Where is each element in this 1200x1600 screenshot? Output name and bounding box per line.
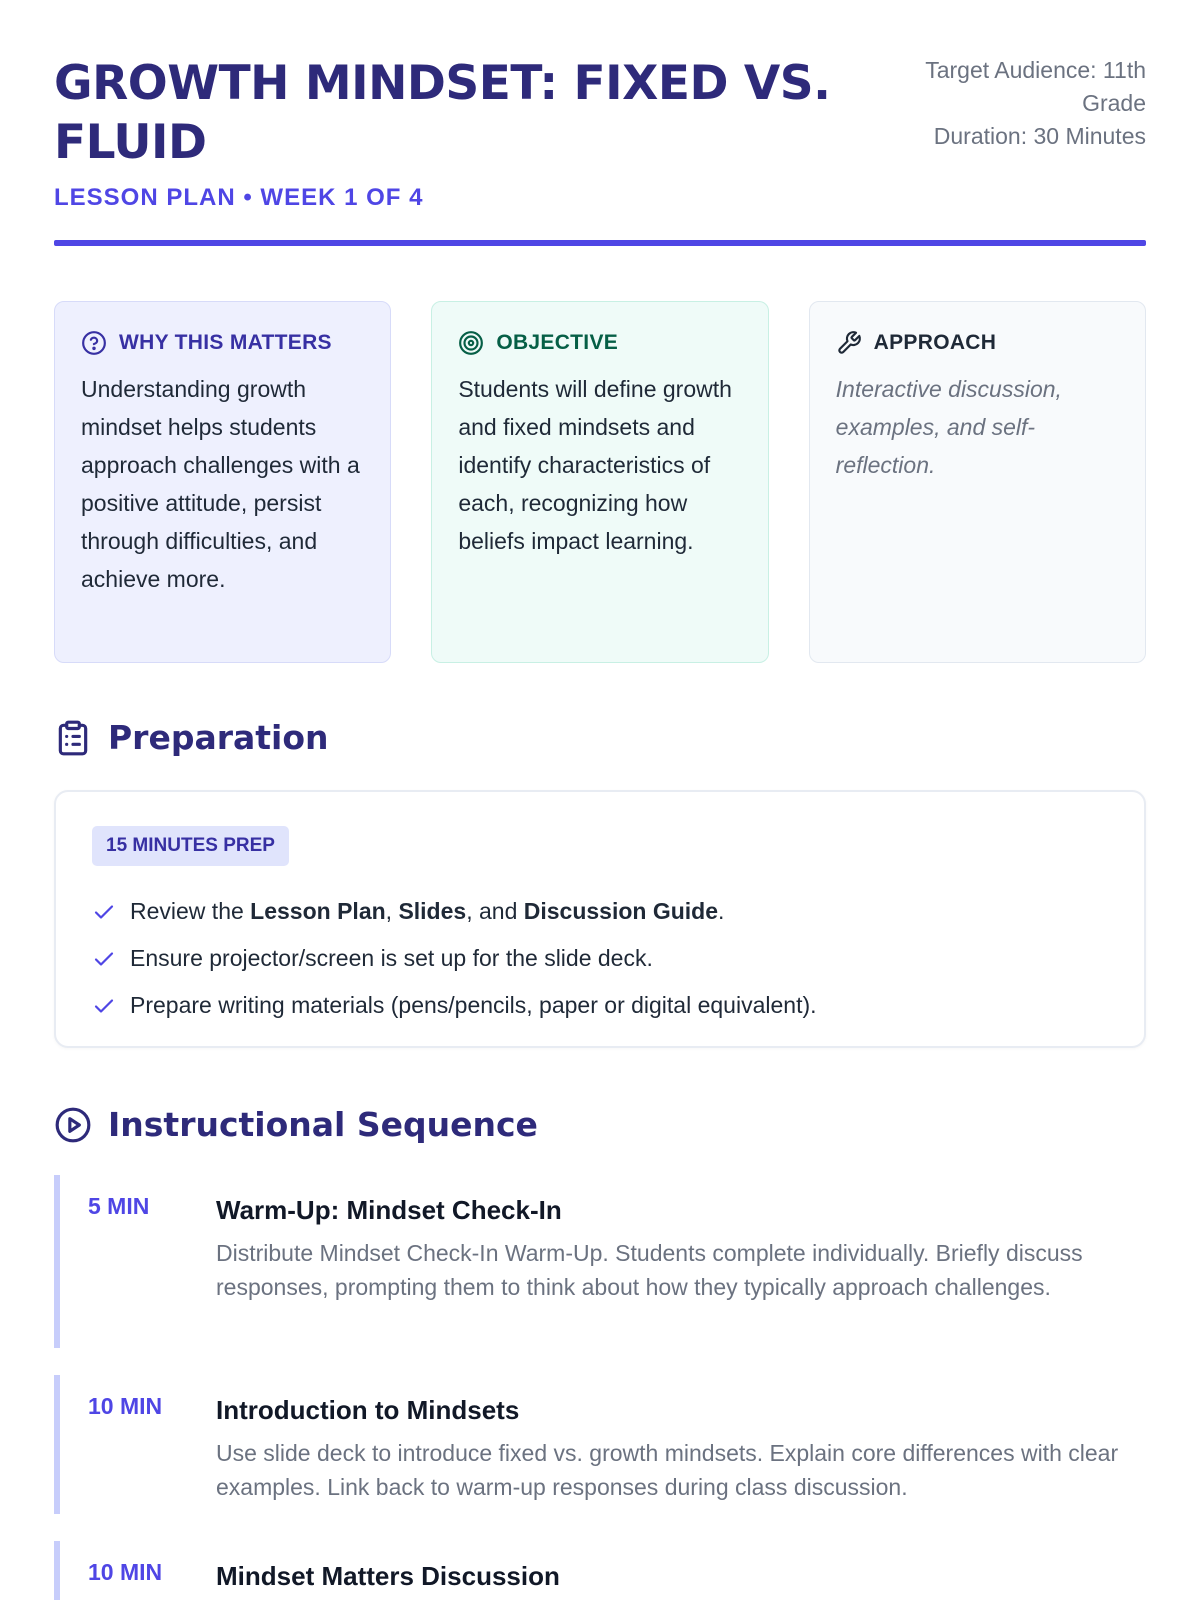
card-body: Students will define growth and fixed mindsets and identify characteristics of each, recognizing how beliefs impact learning.	[458, 376, 732, 554]
step-time: 5 MIN	[88, 1193, 150, 1219]
prep-time-badge: 15 MINUTES PREP	[92, 826, 289, 866]
approach-card	[809, 301, 1146, 663]
preparation-box	[54, 790, 1146, 1048]
list-item-text: Prepare writing materials (pens/pencils, paper or digital equivalent).	[130, 992, 817, 1018]
list-item-text	[130, 888, 724, 935]
card-header	[836, 330, 1119, 356]
card-title: OBJECTIVE	[496, 331, 619, 354]
step-title: Warm-Up: Mindset Check-In	[216, 1195, 562, 1225]
step-time: 10 MIN	[88, 1393, 163, 1419]
list-item	[92, 982, 1108, 1029]
overview-cards	[54, 301, 1146, 663]
step-introduction	[54, 1375, 1146, 1514]
step-body	[216, 1175, 1146, 1348]
target-icon	[458, 330, 484, 356]
lesson-meta	[886, 54, 1146, 153]
step-description: Use slide deck to introduce fixed vs. growth mindsets. Explain core differences with clear examples. Link back to warm-up responses during class discussion.	[216, 1440, 1119, 1500]
list-item	[92, 935, 1108, 982]
text: .	[718, 898, 725, 924]
list-item-text: Ensure projector/screen is set up for the slide deck.	[130, 945, 653, 971]
why-this-matters-card	[54, 301, 391, 663]
list-item	[92, 888, 1108, 935]
text: ,	[385, 898, 399, 924]
step-body	[216, 1541, 1146, 1600]
slides-label: Slides	[398, 898, 467, 924]
step-time: 10 MIN	[88, 1559, 163, 1585]
section-title: Instructional Sequence	[108, 1105, 538, 1144]
text: Review the	[130, 898, 251, 924]
page-title: GROWTH MINDSET: FIXED VS. FLUID	[54, 56, 831, 170]
card-title: WHY THIS MATTERS	[119, 331, 332, 354]
text: , and	[466, 898, 524, 924]
sequence-steps	[54, 1175, 1146, 1600]
check-icon	[92, 947, 116, 971]
clipboard-icon	[54, 719, 92, 757]
step-description: Distribute Mindset Check-In Warm-Up. Students complete individually. Briefly discuss responses, prompting them to think about how they typically approach challenges.	[216, 1240, 1083, 1300]
card-header	[458, 330, 741, 356]
duration: Duration: 30 Minutes	[933, 123, 1146, 149]
target-audience: Target Audience: 11th Grade	[925, 57, 1146, 116]
step-title: Introduction to Mindsets	[216, 1395, 520, 1425]
step-title: Mindset Matters Discussion	[216, 1561, 560, 1591]
header-divider	[54, 240, 1146, 246]
step-discussion	[54, 1541, 1146, 1600]
check-icon	[92, 900, 116, 924]
check-icon	[92, 994, 116, 1018]
header	[54, 54, 1146, 244]
step-body	[216, 1375, 1146, 1514]
wrench-icon	[836, 330, 862, 356]
preparation-heading	[54, 718, 329, 757]
objective-card	[431, 301, 768, 663]
question-circle-icon	[81, 330, 107, 356]
card-header	[81, 330, 364, 356]
discussion-guide-label: Discussion Guide	[523, 898, 719, 924]
instructional-sequence-heading	[54, 1105, 538, 1144]
section-title: Preparation	[108, 718, 329, 757]
card-body: Understanding growth mindset helps students approach challenges with a positive attitude, persist through difficulties, and achieve more.	[81, 376, 360, 592]
card-title: APPROACH	[873, 331, 997, 354]
prep-checklist	[92, 888, 1108, 1029]
lesson-plan-label: Lesson Plan	[250, 898, 386, 924]
play-circle-icon	[54, 1106, 92, 1144]
page-subtitle: LESSON PLAN • WEEK 1 OF 4	[54, 184, 424, 211]
card-body: Interactive discussion, examples, and self-reflection.	[835, 376, 1062, 478]
step-warm-up	[54, 1175, 1146, 1348]
